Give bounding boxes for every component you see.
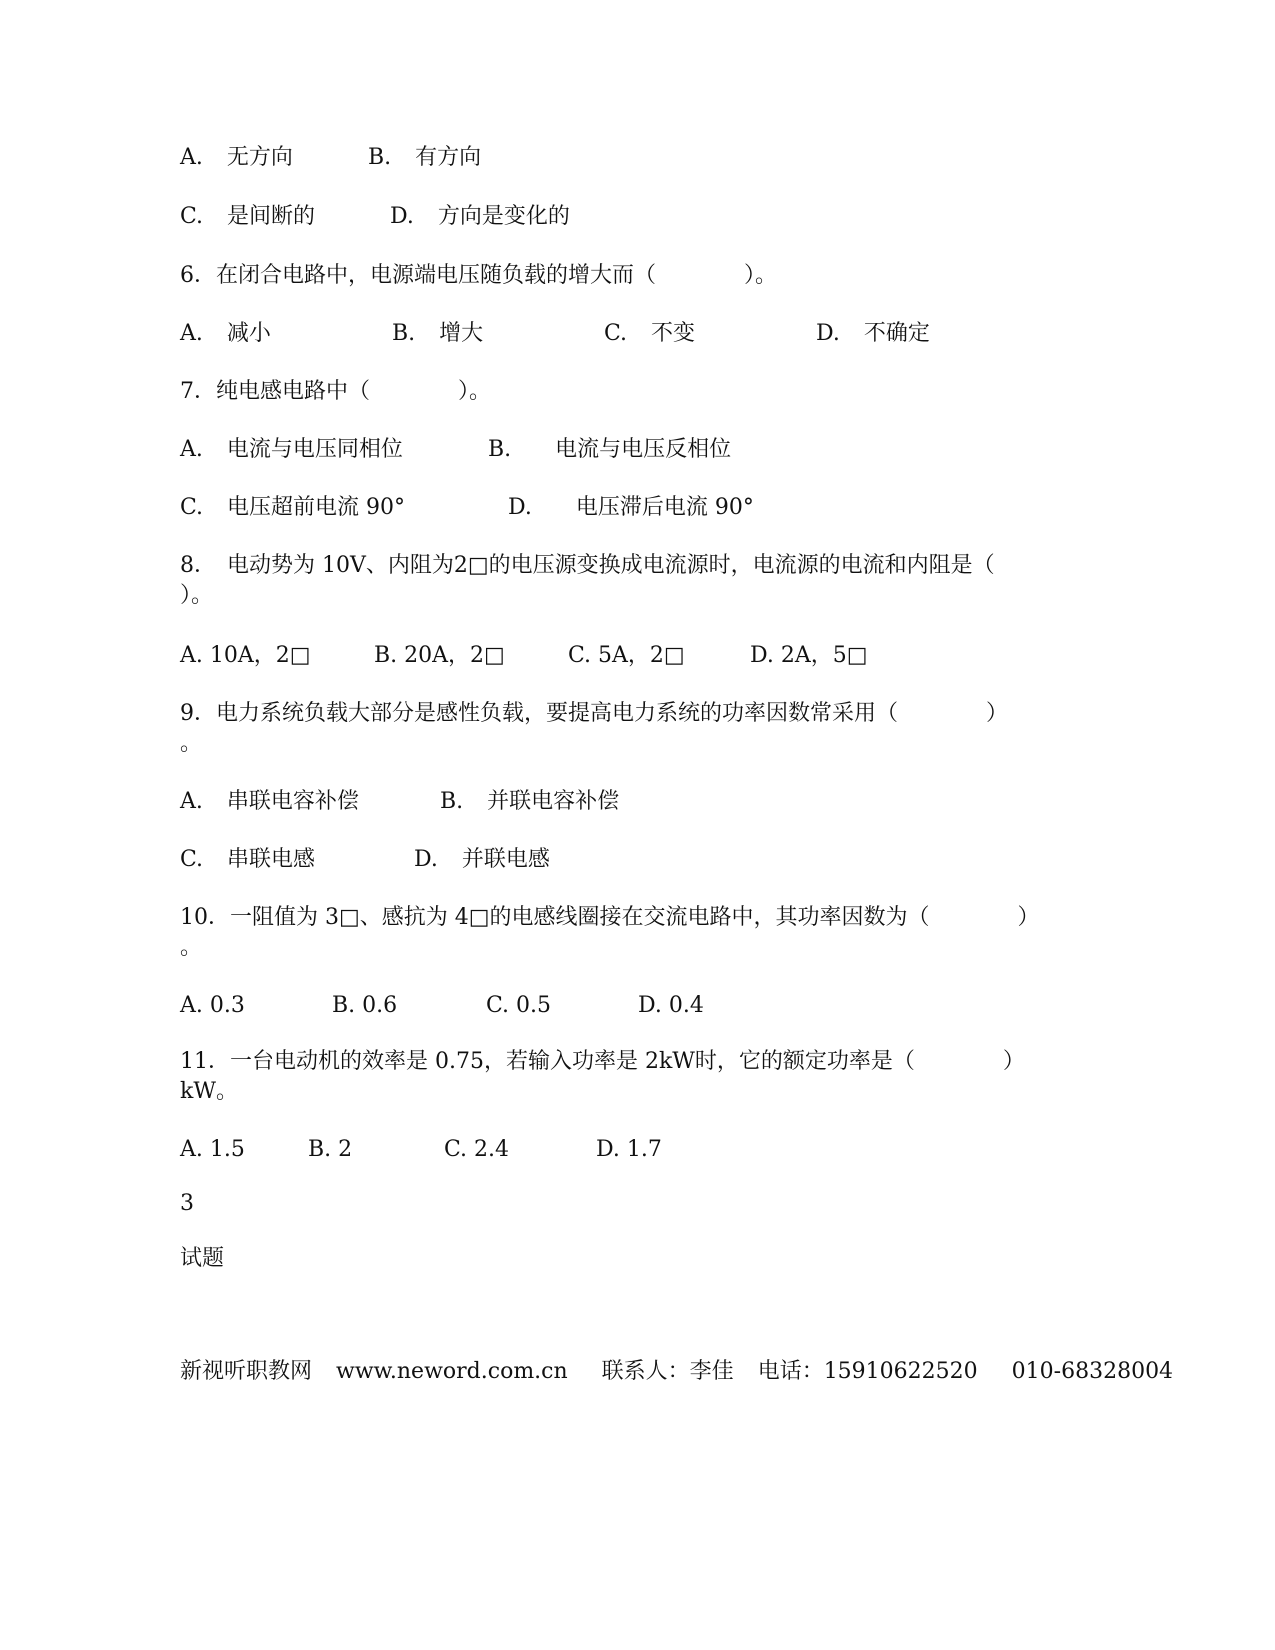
option-label: B.	[488, 437, 512, 462]
page-number: 3	[180, 1191, 194, 1216]
option-label: D.	[816, 321, 840, 346]
q7-option-b	[488, 436, 731, 464]
q6-option-d	[816, 320, 930, 348]
option-label: C.	[604, 321, 628, 346]
option-text: 方向是变化的	[437, 204, 570, 229]
q8-option-d: D. 2A，5□	[750, 643, 868, 668]
option-label: D.	[508, 495, 532, 520]
q9-option-a	[180, 788, 359, 816]
option-label: A.	[180, 789, 203, 814]
q6-option-b	[392, 320, 483, 348]
q8-option-b: B. 20A，2□	[374, 643, 505, 668]
option-text: 不确定	[863, 321, 930, 346]
question-8-stem-line2: ）。	[180, 583, 214, 608]
q5-option-b	[368, 144, 481, 172]
q11-option-b: B. 2	[308, 1137, 353, 1162]
q10-option-b: B. 0.6	[332, 993, 398, 1018]
option-label: A.	[180, 145, 203, 170]
option-text: 无方向	[226, 145, 293, 170]
footer-tel: 010-68328004	[1011, 1359, 1174, 1384]
q9-option-d	[414, 846, 550, 874]
footer-contact: 联系人：李佳	[601, 1359, 734, 1384]
q11-option-a: A. 1.5	[180, 1137, 245, 1162]
question-7-stem: 7．纯电感电路中（ ）。	[180, 379, 491, 404]
q8-option-a: A. 10A，2□	[180, 643, 311, 668]
option-text: 是间断的	[227, 204, 316, 229]
option-text: 并联电容补偿	[487, 789, 620, 814]
option-text: 电压滞后电流 90°	[575, 495, 754, 520]
option-label: B.	[392, 321, 416, 346]
question-11-stem-line1: 11．一台电动机的效率是 0.75，若输入功率是 2kW时，它的额定功率是（ ）	[180, 1049, 1025, 1074]
option-label: A.	[180, 437, 203, 462]
q8-option-c: C. 5A，2□	[568, 643, 685, 668]
option-label: D.	[390, 204, 414, 229]
option-label: D.	[414, 847, 438, 872]
option-label: C.	[180, 847, 204, 872]
option-label: C.	[180, 495, 204, 520]
q7-option-a	[180, 436, 403, 464]
option-text: 有方向	[415, 145, 482, 170]
footer-url[interactable]: www.neword.com.cn	[336, 1359, 568, 1384]
option-label: C.	[180, 204, 204, 229]
q6-option-c	[604, 320, 695, 348]
q9-option-c	[180, 846, 315, 874]
q11-option-d: D. 1.7	[596, 1137, 662, 1162]
q5-option-a	[180, 144, 293, 172]
option-text: 电流与电压同相位	[226, 437, 403, 462]
question-11-stem-line2: kW。	[180, 1079, 238, 1104]
option-label: B.	[440, 789, 464, 814]
page-label: 试题	[180, 1246, 225, 1271]
question-9-stem-line1: 9．电力系统负载大部分是感性负载，要提高电力系统的功率因数常采用（ ）	[180, 701, 1008, 726]
question-10-stem-line1: 10．一阻值为 3□、感抗为 4□的电感线圈接在交流电路中，其功率因数为（ ）	[180, 905, 1040, 930]
option-text: 串联电感	[227, 847, 316, 872]
option-text: 电流与电压反相位	[555, 437, 732, 462]
q6-option-a	[180, 320, 271, 348]
q5-option-c	[180, 203, 315, 231]
q7-option-d	[508, 494, 754, 522]
option-label: A.	[180, 321, 203, 346]
q10-option-a: A. 0.3	[180, 993, 245, 1018]
footer	[180, 1358, 1173, 1386]
option-text: 增大	[439, 321, 484, 346]
q11-option-c: C. 2.4	[444, 1137, 510, 1162]
q7-option-c	[180, 494, 405, 522]
option-text: 并联电感	[461, 847, 550, 872]
option-label: B.	[368, 145, 392, 170]
question-10-stem-line2: 。	[180, 935, 203, 960]
option-text: 电压超前电流 90°	[227, 495, 406, 520]
option-text: 减小	[226, 321, 271, 346]
q10-option-c: C. 0.5	[486, 993, 552, 1018]
footer-site: 新视听职教网	[180, 1359, 313, 1384]
q5-option-d	[390, 203, 570, 231]
q10-option-d: D. 0.4	[638, 993, 704, 1018]
option-text: 串联电容补偿	[226, 789, 359, 814]
question-8-stem-line1: 8． 电动势为 10V、内阻为2□的电压源变换成电流源时，电流源的电流和内阻是（	[180, 553, 995, 578]
footer-phone: 电话：15910622520	[757, 1359, 978, 1384]
option-text: 不变	[651, 321, 696, 346]
question-6-stem: 6．在闭合电路中，电源端电压随负载的增大而（ ）。	[180, 263, 777, 288]
q9-option-b	[440, 788, 619, 816]
question-9-stem-line2: 。	[180, 731, 203, 756]
